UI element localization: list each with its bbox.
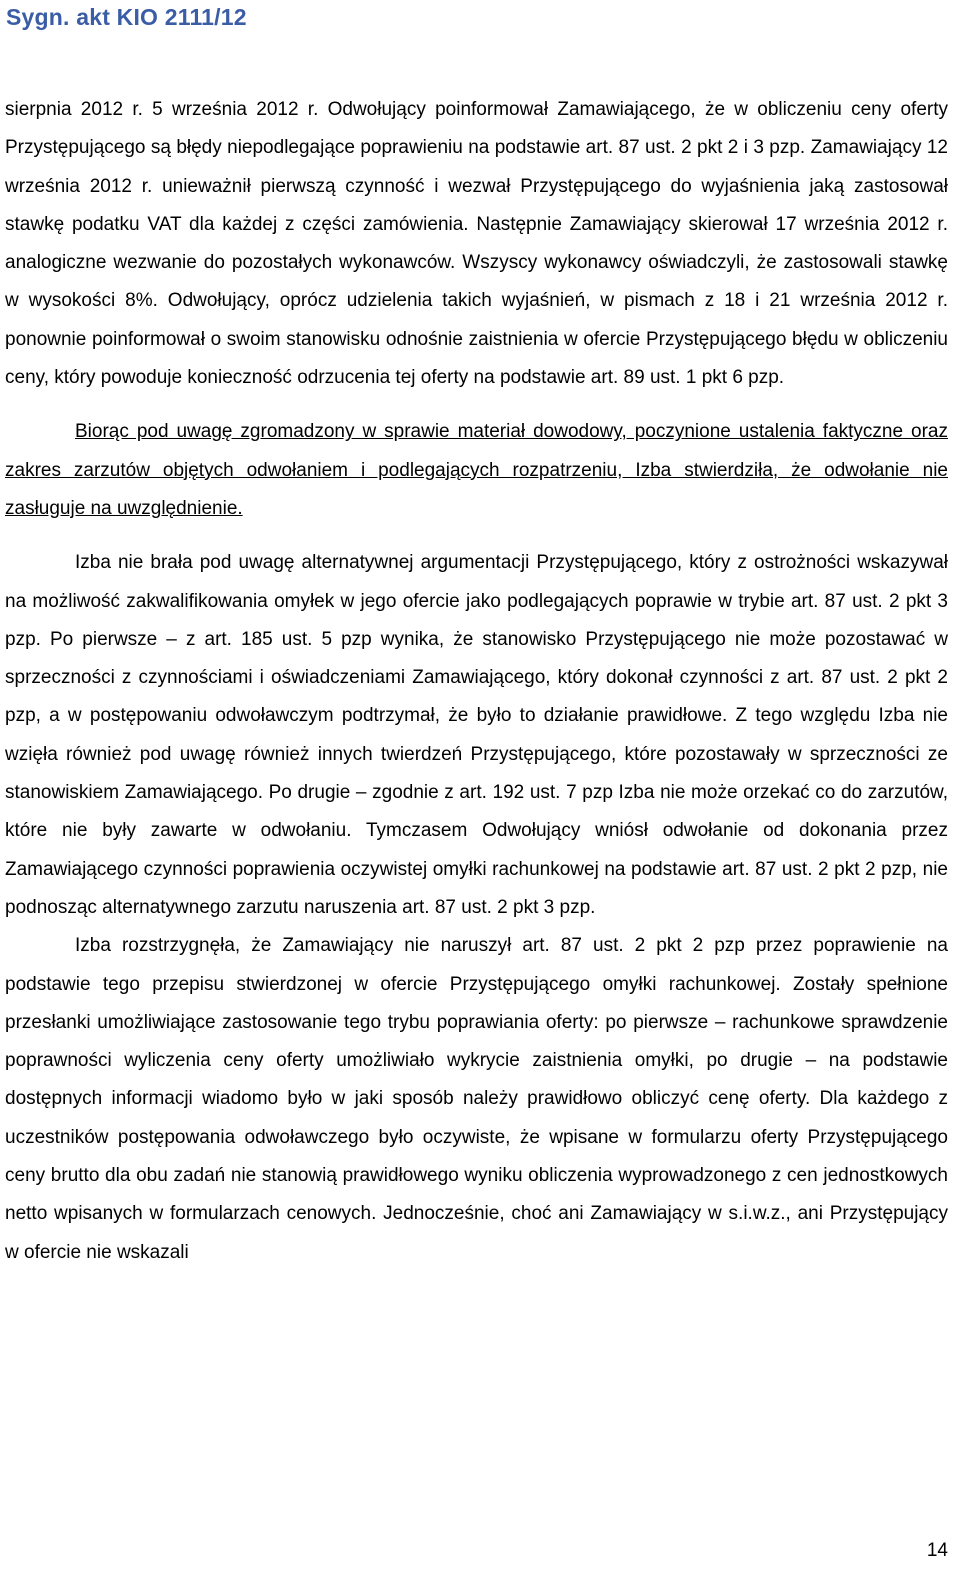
- paragraph-4: Izba rozstrzygnęła, że Zamawiający nie naruszył art. 87 ust. 2 pkt 2 pzp przez poprawienie na podstawie tego przepisu stwierdzonej w ofercie Przystępującego omyłki rachunkowej. Zostały spełnione przesłanki umożliwiające zastosowanie tego trybu poprawiania oferty: po pierwsze – rachunkowe sprawdzenie poprawności wyliczenia ceny oferty umożliwiało wykrycie zaistnienia omyłki, po drugie – na podstawie dostępnych informacji wiadomo było w jaki sposób należy prawidłowo obliczyć cenę oferty. Dla każdego z uczestników postępowania odwoławczego było oczywiste, że wpisane w formularzu oferty Przystępującego ceny brutto dla obu zadań nie stanowią prawidłowego wyniku obliczenia wyprowadzonego z cen jednostkowych netto wpisanych w formularzach cenowych. Jednocześnie, choć ani Zamawiający w s.i.w.z., ani Przystępujący w ofercie nie wskazali: [5, 935, 948, 1263]
- document-header: Sygn. akt KIO 2111/12: [6, 4, 247, 30]
- page-number: 14: [926, 1540, 948, 1561]
- paragraph-3: Izba nie brała pod uwagę alternatywnej argumentacji Przystępującego, który z ostrożności wskazywał na możliwość zakwalifikowania omyłek w jego ofercie jako podlegających poprawie w trybie art. 87 ust. 2 pkt 3 pzp. Po pierwsze – z art. 185 ust. 5 pzp wynika, że stanowisko Przystępującego nie może pozostawać w sprzeczności z czynnościami i oświadczeniami Zamawiającego, który dokonał czynności z art. 87 ust. 2 pkt 2 pzp, a w postępowaniu odwoławczym podtrzymał, że było to działanie prawidłowe. Z tego względu Izba nie wzięła również pod uwagę również innych twierdzeń Przystępującego, które pozostawały w sprzeczności ze stanowiskiem Zamawiającego. Po drugie – zgodnie z art. 192 ust. 7 pzp Izba nie może orzekać co do zarzutów, które nie były zawarte w odwołaniu. Tymczasem Odwołujący wniósł odwołanie od dokonania przez Zamawiającego czynności poprawienia oczywistej omyłki rachunkowej na podstawie art. 87 ust. 2 pkt 2 pzp, nie podnosząc alternatywnego zarzutu naruszenia art. 87 ust. 2 pkt 3 pzp.: [5, 552, 948, 918]
- paragraph-2-underlined-text: Biorąc pod uwagę zgromadzony w sprawie materiał dowodowy, poczynione ustalenia faktyczne oraz zakres zarzutów objętych odwołaniem i podlegających rozpatrzeniu, Izba stwierdziła, że odwołanie nie zasługuje na uwzględnienie.: [5, 421, 948, 519]
- paragraph-2: [5, 413, 948, 528]
- paragraph-1: sierpnia 2012 r. 5 września 2012 r. Odwołujący poinformował Zamawiającego, że w obliczeniu ceny oferty Przystępującego są błędy niepodlegające poprawieniu na podstawie art. 87 ust. 2 pkt 2 i 3 pzp. Zamawiający 12 września 2012 r. unieważnił pierwszą czynność i wezwał Przystępującego do wyjaśnienia jaką zastosował stawkę podatku VAT dla każdej z części zamówienia. Następnie Zamawiający skierował 17 września 2012 r. analogiczne wezwanie do pozostałych wykonawców. Wszyscy wykonawcy oświadczyli, że zastosowali stawkę w wysokości 8%. Odwołujący, oprócz udzielenia takich wyjaśnień, w pismach z 18 i 21 września 2012 r. ponownie poinformował o swoim stanowisku odnośnie zaistnienia w ofercie Przystępującego błędu w obliczeniu ceny, który powoduje konieczność odrzucenia tej oferty na podstawie art. 89 ust. 1 pkt 6 pzp.: [5, 99, 948, 389]
- document-body: [5, 91, 948, 1272]
